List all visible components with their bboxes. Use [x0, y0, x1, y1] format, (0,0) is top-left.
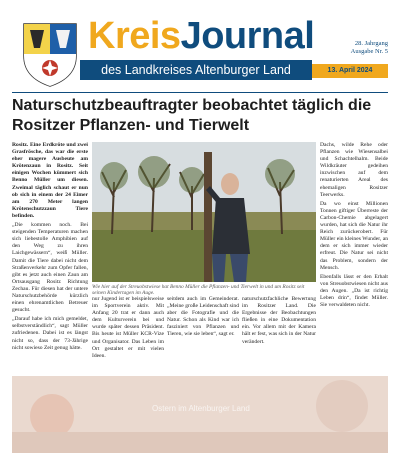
- teaser-illustration: [12, 376, 388, 453]
- article-column-bottom-3: [242, 296, 316, 368]
- issue-date: 13. April 2024: [312, 64, 388, 78]
- article-column-left: [12, 142, 88, 367]
- orchard-photo-illustration: [92, 142, 316, 282]
- masthead: [0, 0, 400, 96]
- article-paragraph: seitdem auch im Gemeinderat. „Meine große Leidenschaft sind aber die Fotografie und die Natur. Schon als Kind war ich fasziniert von Pflanzen und Tieren, wie sie leben“, sagt er.: [167, 296, 239, 338]
- article-paragraph: „Die kommen noch. Bei steigenden Temperaturen machen sich liebestolle Amphibien auf den Weg zu ihren Laichgewässern“, weiß Müller. Damit die Tiere dabei nicht dem Straßenverkehr zum Opfer fallen, gibt es jetzt auch einen Zaun am Ortsausgang Rositz Richtung Zechau. Für diesen hat der untere Naturschutzbehörde kürzlich einen ehrenamtlichen Betreuer gesucht.: [12, 222, 88, 314]
- coat-of-arms-icon: [20, 20, 80, 88]
- article-column-bottom-1: [92, 296, 164, 368]
- title-part-journal: Journal: [180, 15, 315, 57]
- article-paragraph: Ebenfalls lässt er den Erhalt von Streuobstwiesen nicht aus den Augen. „Da ist richtig Leben drin“, findet Müller. Sie verwaldeten nicht.: [320, 273, 388, 309]
- photo-caption: Wie hier auf der Streuobstwiese hat Benno Müller die Pflanzen- und Tierwelt in und um Rositz seit seinen Kindertagen im Auge.: [92, 284, 305, 297]
- masthead-subtitle: des Landkreises Altenburger Land: [80, 60, 312, 80]
- article-paragraph: „Darauf habe ich mich gemeldet, selbstverständlich“, sagt Müller zufriedenen. Dabei ist es längst nicht so, dass der 73-Jährige nicht sowieso Zeit genug hätte.: [12, 316, 88, 351]
- masthead-divider: [12, 92, 388, 93]
- article-paragraph: Dachs, wilde Rehe oder Pflanzen wie Wiesensalbei und Schachtelhalm. Beide Wildkräuter gedeihen inzwischen auf dem renaturierten Areal des ehemaligen Rositzer Teerwerks.: [320, 142, 388, 198]
- article-paragraph: naturschutzfachliche Bewertung im Rositzer Land. Die Ergebnisse der Beobachtungen fließen in eine Dokumentation ein. Vor allem mit der Kamera hält er fest, was sich in der Natur verändert.: [242, 296, 316, 345]
- article-column-right: [320, 142, 388, 357]
- volume-label: 28. Jahrgang: [354, 40, 388, 47]
- masthead-title: [88, 14, 324, 58]
- bottom-teaser: [12, 376, 388, 453]
- article-photo: [92, 142, 316, 282]
- title-part-kreis: Kreis: [88, 15, 181, 57]
- issue-label: Ausgabe Nr. 5: [350, 48, 388, 55]
- issue-info: [320, 40, 388, 56]
- article-column-bottom-2: [167, 296, 239, 368]
- article-paragraph: Da wo einst Millionen Tonnen giftiger Überreste der Carbon-Chemie abgelagert wurden, hat sich die Natur ihr Reich zurückerobert. Für Müller ein kleines Wunder, an dem er sich immer wieder erfreut. Die Natur sei nicht das Problem, sondern der Mensch.: [320, 200, 388, 271]
- article-lead: Rositz. Eine Erdkröte und zwei Grasfrösche, das war die erste eher magere Ausbeute am Krötenzaun in Rositz. Seit einigen Wochen kümmert sich Benno Müller um diesen. Zweimal täglich schaut er nun ob sich in einem der 24 Eimer am 270 Meter langen Krötenschutzzaun Tiere befinden.: [12, 142, 88, 219]
- article-headline: Naturschutzbeauftragter beobachtet täglich die Rositzer Pflanzen- und Tierwelt: [12, 97, 372, 134]
- article-paragraph: nur Jugend ist er beispielsweise im Sportverein aktiv. Mit Anfang 20 trat er dann auch dem Kulturverein bei und wurde später dessen Präsident. Bis heute ist Müller KCR-Vize und Organisator. Das Leben im Ort gestaltet er mit vielen Ideen.: [92, 296, 164, 359]
- teaser-text: Ostern im Altenburger Land: [152, 404, 250, 413]
